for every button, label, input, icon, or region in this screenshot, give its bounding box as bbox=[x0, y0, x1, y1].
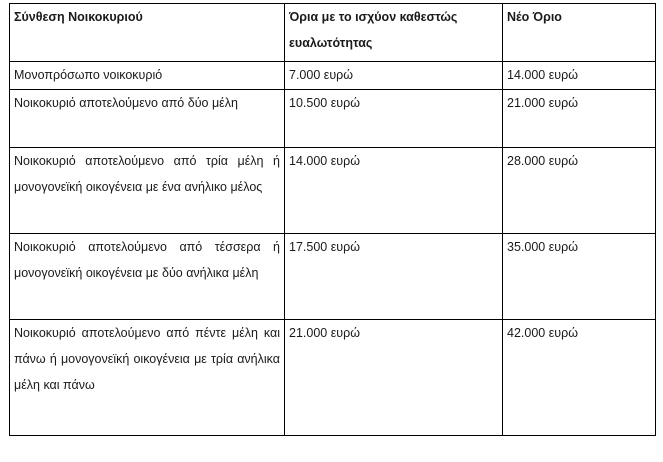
cell-household-composition: Νοικοκυριό αποτελούμενο από τέσσερα ή μονογονεϊκή οικογένεια με δύο ανήλικα μέλη bbox=[10, 234, 285, 320]
cell-new-limit: 28.000 ευρώ bbox=[503, 148, 656, 234]
cell-new-limit: 14.000 ευρώ bbox=[503, 62, 656, 90]
cell-current-limit: 14.000 ευρώ bbox=[285, 148, 503, 234]
header-household-composition: Σύνθεση Νοικοκυριού bbox=[10, 4, 285, 62]
table-row bbox=[10, 90, 656, 148]
cell-current-limit: 17.500 ευρώ bbox=[285, 234, 503, 320]
cell-current-limit: 21.000 ευρώ bbox=[285, 320, 503, 436]
cell-household-composition: Νοικοκυριό αποτελούμενο από δύο μέλη bbox=[10, 90, 285, 148]
cell-current-limit: 10.500 ευρώ bbox=[285, 90, 503, 148]
header-current-limit: Όρια με το ισχύον καθεστώς ευαλωτότητας bbox=[285, 4, 503, 62]
table-header-row bbox=[10, 4, 656, 62]
cell-household-composition: Νοικοκυριό αποτελούμενο από τρία μέλη ή μονογονεϊκή οικογένεια με ένα ανήλικο μέλος bbox=[10, 148, 285, 234]
header-new-limit: Νέο Όριο bbox=[503, 4, 656, 62]
table-row bbox=[10, 62, 656, 90]
cell-household-composition: Νοικοκυριό αποτελούμενο από πέντε μέλη και πάνω ή μονογονεϊκή οικογένεια με τρία ανήλικα μέλη και πάνω bbox=[10, 320, 285, 436]
cell-new-limit: 21.000 ευρώ bbox=[503, 90, 656, 148]
cell-household-composition: Μονοπρόσωπο νοικοκυριό bbox=[10, 62, 285, 90]
table-row bbox=[10, 320, 656, 436]
income-limits-table bbox=[9, 3, 656, 436]
cell-current-limit: 7.000 ευρώ bbox=[285, 62, 503, 90]
cell-new-limit: 35.000 ευρώ bbox=[503, 234, 656, 320]
table-row bbox=[10, 234, 656, 320]
cell-new-limit: 42.000 ευρώ bbox=[503, 320, 656, 436]
table-row bbox=[10, 148, 656, 234]
